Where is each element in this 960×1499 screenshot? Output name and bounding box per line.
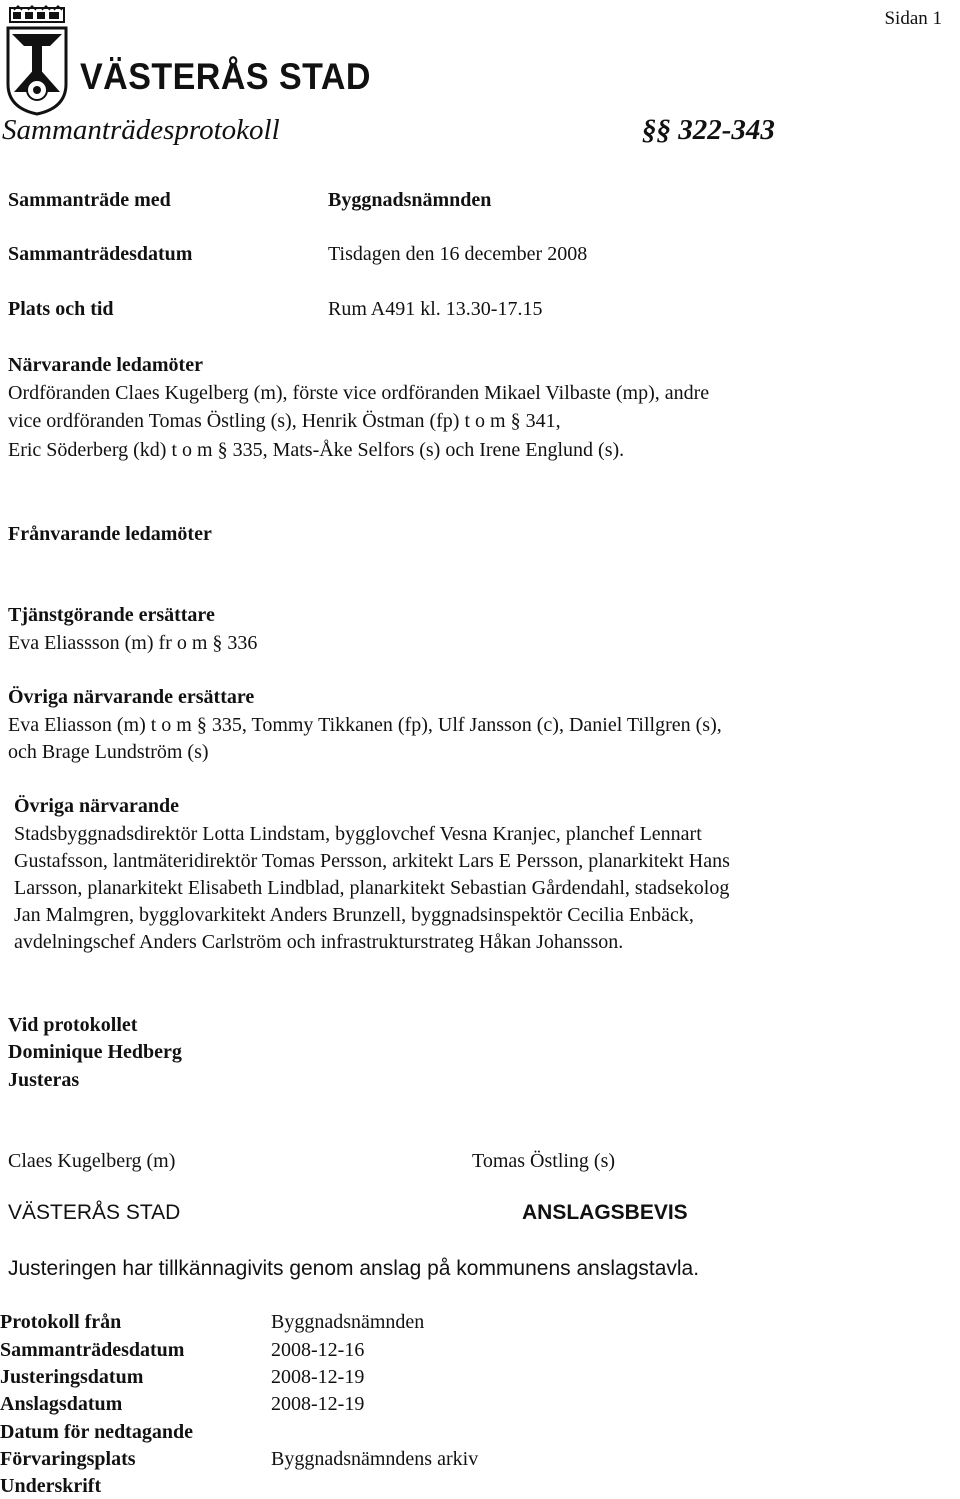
notice-detail-label: Sammanträdesdatum (0, 1339, 185, 1361)
meeting-place-label: Plats och tid (8, 298, 114, 320)
other-substitutes-line: och Brage Lundström (s) (8, 741, 209, 763)
organization-logo-text: VÄSTERÅS STAD (80, 56, 371, 97)
page-number: Sidan 1 (884, 8, 942, 29)
vasteras-coat-of-arms-icon (4, 4, 70, 116)
others-present-heading: Övriga närvarande (14, 795, 179, 817)
serving-substitutes-heading: Tjänstgörande ersättare (8, 604, 215, 626)
serving-substitutes-text: Eva Eliassson (m) fr o m § 336 (8, 632, 258, 654)
others-present-line: Gustafsson, lantmäteridirektör Tomas Persson, arkitekt Lars E Persson, planarkitekt Hans (14, 850, 730, 872)
meeting-body-label: Sammanträde med (8, 189, 171, 211)
notice-detail-value: Byggnadsnämndens arkiv (271, 1448, 479, 1470)
others-present-line: Stadsbyggnadsdirektör Lotta Lindstam, bygglovchef Vesna Kranjec, planchef Lennart (14, 823, 702, 845)
notice-detail-value: 2008-12-19 (271, 1393, 365, 1415)
section-range: §§ 322-343 (642, 114, 775, 146)
others-present-line: avdelningschef Anders Carlström och infrastrukturstrateg Håkan Johansson. (14, 931, 624, 953)
meeting-place-value: Rum A491 kl. 13.30-17.15 (328, 298, 543, 320)
present-members-line: Ordföranden Claes Kugelberg (m), förste vice ordföranden Mikael Vilbaste (mp), andre (8, 382, 710, 404)
notice-detail-label: Förvaringsplats (0, 1448, 136, 1470)
secretary-label: Vid protokollet (8, 1014, 138, 1036)
present-members-line: vice ordföranden Tomas Östling (s), Henrik Östman (fp) t o m § 341, (8, 410, 561, 432)
notice-detail-label: Protokoll från (0, 1311, 122, 1333)
present-members-line: Eric Söderberg (kd) t o m § 335, Mats-Åke Selfors (s) och Irene Englund (s). (8, 439, 625, 461)
secretary-name: Dominique Hedberg (8, 1041, 182, 1063)
notice-detail-label: Datum för nedtagande (0, 1421, 193, 1443)
present-members-heading: Närvarande ledamöter (8, 354, 203, 376)
other-substitutes-heading: Övriga närvarande ersättare (8, 686, 255, 708)
meeting-body-value: Byggnadsnämnden (328, 189, 492, 211)
meeting-date-value: Tisdagen den 16 december 2008 (328, 243, 588, 265)
signer-right: Tomas Östling (s) (472, 1150, 616, 1172)
notice-org: VÄSTERÅS STAD (8, 1201, 181, 1224)
notice-detail-value: 2008-12-19 (271, 1366, 365, 1388)
notice-detail-label: Underskrift (0, 1475, 102, 1497)
notice-detail-value: 2008-12-16 (271, 1339, 365, 1361)
meeting-date-label: Sammanträdesdatum (8, 243, 193, 265)
adjusted-label: Justeras (8, 1069, 80, 1091)
document-title: Sammanträdesprotokoll (2, 114, 280, 146)
other-substitutes-line: Eva Eliasson (m) t o m § 335, Tommy Tikkanen (fp), Ulf Jansson (c), Daniel Tillgren (s), (8, 714, 722, 736)
others-present-line: Jan Malmgren, bygglovarkitekt Anders Brunzell, byggnadsinspektör Cecilia Enbäck, (14, 904, 694, 926)
others-present-line: Larsson, planarkitekt Elisabeth Lindblad, planarkitekt Sebastian Gårdendahl, stadsekolog (14, 877, 730, 899)
absent-members-heading: Frånvarande ledamöter (8, 523, 212, 545)
notice-detail-value: Byggnadsnämnden (271, 1311, 425, 1333)
notice-title: ANSLAGSBEVIS (522, 1201, 688, 1224)
notice-text: Justeringen har tillkännagivits genom anslag på kommunens anslagstavla. (8, 1257, 700, 1280)
notice-detail-label: Justeringsdatum (0, 1366, 144, 1388)
notice-detail-label: Anslagsdatum (0, 1393, 123, 1415)
signer-left: Claes Kugelberg (m) (8, 1150, 176, 1172)
